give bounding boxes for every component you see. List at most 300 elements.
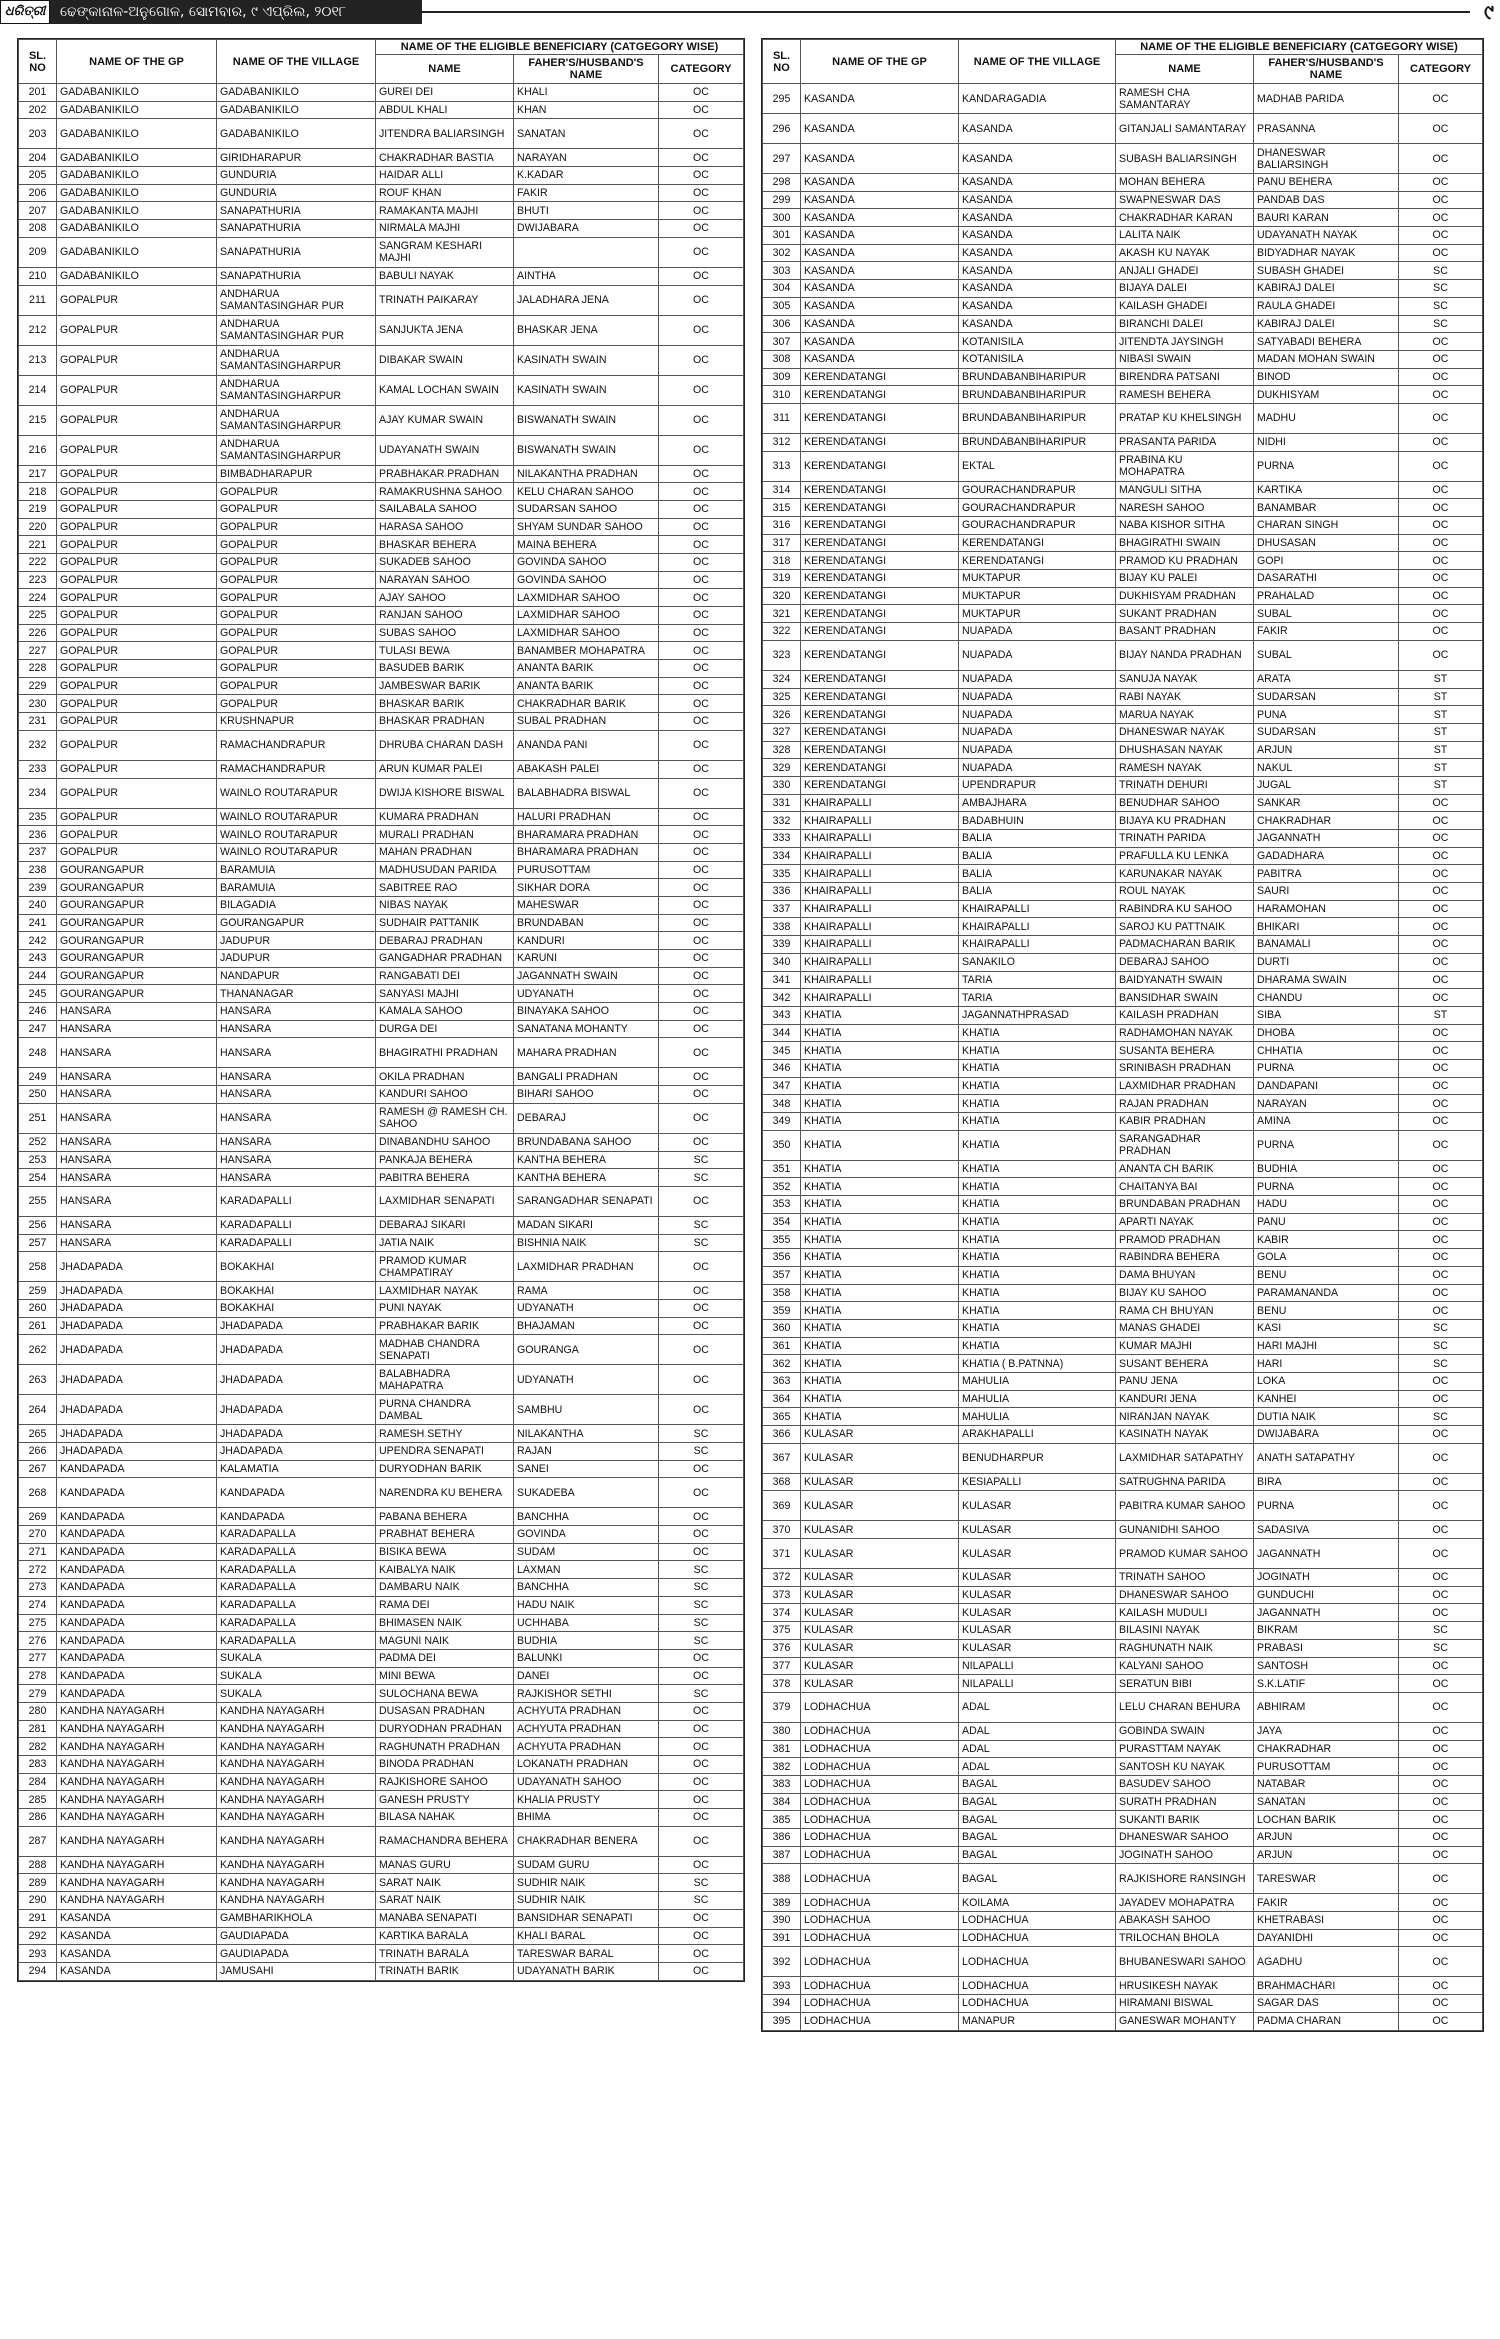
cell-sl-no: 326 bbox=[763, 706, 801, 724]
cell-category: OC bbox=[1399, 640, 1483, 670]
cell-category: SC bbox=[659, 1596, 744, 1614]
table-row bbox=[19, 624, 744, 642]
cell-father-name: DUTIA NAIK bbox=[1254, 1408, 1399, 1426]
cell-name: BRUNDABAN PRADHAN bbox=[1116, 1196, 1254, 1214]
cell-gp: GOPALPUR bbox=[57, 826, 217, 844]
cell-gp: KASANDA bbox=[801, 84, 959, 114]
cell-father-name: BHIMA bbox=[514, 1809, 659, 1827]
cell-village: NUAPADA bbox=[959, 741, 1116, 759]
cell-gp: HANSARA bbox=[57, 1103, 217, 1133]
cell-category: SC bbox=[1399, 1408, 1483, 1426]
cell-category: OC bbox=[659, 536, 744, 554]
cell-category: OC bbox=[659, 1927, 744, 1945]
cell-father-name: DWIJABARA bbox=[514, 220, 659, 238]
cell-category: OC bbox=[1399, 534, 1483, 552]
cell-father-name: LAXMAN bbox=[514, 1561, 659, 1579]
cell-sl-no: 266 bbox=[19, 1443, 57, 1461]
table-row bbox=[19, 1234, 744, 1252]
cell-category: OC bbox=[1399, 209, 1483, 227]
cell-category: OC bbox=[659, 237, 744, 267]
cell-name: DIBAKAR SWAIN bbox=[376, 345, 514, 375]
cell-name: TRINATH BARIK bbox=[376, 1962, 514, 1980]
table-row bbox=[19, 967, 744, 985]
cell-name: SANTOSH KU NAYAK bbox=[1116, 1758, 1254, 1776]
header-gp: NAME OF THE GP bbox=[57, 40, 217, 84]
cell-name: LAXMIDHAR SENAPATI bbox=[376, 1186, 514, 1216]
cell-category: OC bbox=[659, 1003, 744, 1021]
cell-category: OC bbox=[1399, 1302, 1483, 1320]
cell-sl-no: 307 bbox=[763, 333, 801, 351]
cell-father-name: ABAKASH PALEI bbox=[514, 760, 659, 778]
cell-father-name: MADAN SIKARI bbox=[514, 1216, 659, 1234]
cell-father-name: PURNA bbox=[1254, 1059, 1399, 1077]
table-row bbox=[19, 1561, 744, 1579]
table-row bbox=[19, 518, 744, 536]
cell-sl-no: 209 bbox=[19, 237, 57, 267]
cell-category: OC bbox=[1399, 481, 1483, 499]
cell-father-name: SATYABADI BEHERA bbox=[1254, 333, 1399, 351]
cell-category: OC bbox=[1399, 552, 1483, 570]
cell-category: OC bbox=[659, 1543, 744, 1561]
table-row bbox=[763, 1912, 1483, 1930]
cell-village: BAGAL bbox=[959, 1793, 1116, 1811]
cell-name: BASANT PRADHAN bbox=[1116, 623, 1254, 641]
cell-name: NIRMALA MAJHI bbox=[376, 220, 514, 238]
cell-father-name: LOKA bbox=[1254, 1372, 1399, 1390]
cell-sl-no: 239 bbox=[19, 879, 57, 897]
cell-category: ST bbox=[1399, 759, 1483, 777]
cell-category: OC bbox=[1399, 1266, 1483, 1284]
cell-gp: KHAIRAPALLI bbox=[801, 953, 959, 971]
cell-category: OC bbox=[659, 1186, 744, 1216]
cell-name: KUMAR MAJHI bbox=[1116, 1337, 1254, 1355]
cell-name: BISIKA BEWA bbox=[376, 1543, 514, 1561]
cell-village: ANDHARUA SAMANTASINGHARPUR bbox=[217, 405, 376, 435]
cell-father-name: ACHYUTA PRADHAN bbox=[514, 1720, 659, 1738]
cell-gp: GADABANIKILO bbox=[57, 119, 217, 149]
cell-name: DHANESWAR SAHOO bbox=[1116, 1829, 1254, 1847]
cell-sl-no: 347 bbox=[763, 1077, 801, 1095]
cell-village: SANAPATHURIA bbox=[217, 237, 376, 267]
cell-category: OC bbox=[659, 985, 744, 1003]
table-row bbox=[19, 1133, 744, 1151]
cell-sl-no: 230 bbox=[19, 695, 57, 713]
table-row bbox=[19, 1856, 744, 1874]
table-row bbox=[19, 536, 744, 554]
cell-sl-no: 310 bbox=[763, 386, 801, 404]
cell-name: SARANGADHAR PRADHAN bbox=[1116, 1130, 1254, 1160]
cell-name: ARUN KUMAR PALEI bbox=[376, 760, 514, 778]
cell-category: OC bbox=[659, 315, 744, 345]
cell-name: NIBAS NAYAK bbox=[376, 896, 514, 914]
table-row bbox=[763, 1894, 1483, 1912]
cell-village: BAGAL bbox=[959, 1864, 1116, 1894]
cell-category: OC bbox=[659, 571, 744, 589]
cell-gp: KHATIA bbox=[801, 1178, 959, 1196]
header-village: NAME OF THE VILLAGE bbox=[217, 40, 376, 84]
cell-name: RAMESH CHA SAMANTARAY bbox=[1116, 84, 1254, 114]
cell-sl-no: 261 bbox=[19, 1317, 57, 1335]
cell-sl-no: 254 bbox=[19, 1169, 57, 1187]
cell-name: AJAY KUMAR SWAIN bbox=[376, 405, 514, 435]
table-row bbox=[763, 244, 1483, 262]
cell-name: GANESH PRUSTY bbox=[376, 1791, 514, 1809]
cell-name: BIJAY KU SAHOO bbox=[1116, 1284, 1254, 1302]
cell-sl-no: 376 bbox=[763, 1639, 801, 1657]
table-row bbox=[19, 1460, 744, 1478]
cell-gp: KASANDA bbox=[801, 280, 959, 298]
cell-gp: KERENDATANGI bbox=[801, 534, 959, 552]
table-row bbox=[763, 1622, 1483, 1640]
cell-village: GADABANIKILO bbox=[217, 84, 376, 102]
cell-father-name: TARESWAR bbox=[1254, 1864, 1399, 1894]
cell-village: BILAGADIA bbox=[217, 896, 376, 914]
table-row bbox=[763, 1249, 1483, 1267]
cell-sl-no: 351 bbox=[763, 1160, 801, 1178]
cell-gp: LODHACHUA bbox=[801, 1977, 959, 1995]
cell-sl-no: 391 bbox=[763, 1929, 801, 1947]
cell-village: KERENDATANGI bbox=[959, 552, 1116, 570]
cell-gp: LODHACHUA bbox=[801, 1811, 959, 1829]
table-row bbox=[763, 900, 1483, 918]
table-row bbox=[763, 297, 1483, 315]
header-name: NAME bbox=[1116, 55, 1254, 84]
cell-category: OC bbox=[1399, 1426, 1483, 1444]
cell-sl-no: 382 bbox=[763, 1758, 801, 1776]
cell-father-name: SANTOSH bbox=[1254, 1657, 1399, 1675]
cell-category: OC bbox=[1399, 605, 1483, 623]
cell-category: OC bbox=[659, 1809, 744, 1827]
cell-village: JHADAPADA bbox=[217, 1365, 376, 1395]
cell-sl-no: 255 bbox=[19, 1186, 57, 1216]
cell-gp: KULASAR bbox=[801, 1426, 959, 1444]
cell-village: BAGAL bbox=[959, 1829, 1116, 1847]
cell-name: SANUJA NAYAK bbox=[1116, 670, 1254, 688]
cell-father-name: JAGANNATH SWAIN bbox=[514, 967, 659, 985]
cell-village: BAGAL bbox=[959, 1846, 1116, 1864]
cell-sl-no: 226 bbox=[19, 624, 57, 642]
cell-sl-no: 287 bbox=[19, 1826, 57, 1856]
cell-name: PUNI NAYAK bbox=[376, 1299, 514, 1317]
table-row bbox=[763, 1213, 1483, 1231]
cell-name: SABITREE RAO bbox=[376, 879, 514, 897]
cell-name: KASINATH NAYAK bbox=[1116, 1426, 1254, 1444]
header-category: CATEGORY bbox=[659, 55, 744, 84]
table-row bbox=[19, 267, 744, 285]
cell-sl-no: 371 bbox=[763, 1539, 801, 1569]
cell-name: BIRANCHI DALEI bbox=[1116, 315, 1254, 333]
cell-gp: KHATIA bbox=[801, 1130, 959, 1160]
cell-gp: KHATIA bbox=[801, 1337, 959, 1355]
cell-sl-no: 227 bbox=[19, 642, 57, 660]
cell-category: OC bbox=[1399, 1775, 1483, 1793]
cell-sl-no: 317 bbox=[763, 534, 801, 552]
cell-name: DHUSHASAN NAYAK bbox=[1116, 741, 1254, 759]
table-row bbox=[763, 953, 1483, 971]
cell-village: MAHULIA bbox=[959, 1390, 1116, 1408]
table-row bbox=[19, 1826, 744, 1856]
table-row bbox=[19, 985, 744, 1003]
table-row bbox=[19, 1186, 744, 1216]
cell-gp: KERENDATANGI bbox=[801, 368, 959, 386]
cell-name: MURALI PRADHAN bbox=[376, 826, 514, 844]
cell-gp: KASANDA bbox=[801, 144, 959, 174]
cell-gp: KANDAPADA bbox=[57, 1460, 217, 1478]
cell-category: OC bbox=[1399, 1586, 1483, 1604]
cell-gp: KANDAPADA bbox=[57, 1649, 217, 1667]
cell-father-name: BAURI KARAN bbox=[1254, 209, 1399, 227]
cell-name: DHRUBA CHARAN DASH bbox=[376, 730, 514, 760]
cell-sl-no: 390 bbox=[763, 1912, 801, 1930]
cell-name: RABINDRA BEHERA bbox=[1116, 1249, 1254, 1267]
cell-gp: KANDAPADA bbox=[57, 1632, 217, 1650]
cell-category: ST bbox=[1399, 723, 1483, 741]
table-row bbox=[763, 1372, 1483, 1390]
cell-village: KANDHA NAYAGARH bbox=[217, 1874, 376, 1892]
cell-name: SULOCHANA BEWA bbox=[376, 1685, 514, 1703]
cell-name: SARAT NAIK bbox=[376, 1874, 514, 1892]
cell-father-name: NARAYAN bbox=[514, 149, 659, 167]
table-row bbox=[763, 1319, 1483, 1337]
cell-gp: LODHACHUA bbox=[801, 1758, 959, 1776]
table-row bbox=[763, 1793, 1483, 1811]
cell-gp: KHATIA bbox=[801, 1249, 959, 1267]
cell-father-name: SUDAM GURU bbox=[514, 1856, 659, 1874]
table-row bbox=[19, 1667, 744, 1685]
cell-name: DEBARAJ PRADHAN bbox=[376, 932, 514, 950]
cell-gp: LODHACHUA bbox=[801, 1995, 959, 2013]
table-row bbox=[19, 843, 744, 861]
header-name: NAME bbox=[376, 55, 514, 84]
cell-category: OC bbox=[1399, 1095, 1483, 1113]
cell-village: SANAPATHURIA bbox=[217, 202, 376, 220]
cell-sl-no: 233 bbox=[19, 760, 57, 778]
cell-gp: KHATIA bbox=[801, 1372, 959, 1390]
cell-category: ST bbox=[1399, 741, 1483, 759]
cell-sl-no: 224 bbox=[19, 589, 57, 607]
cell-sl-no: 211 bbox=[19, 285, 57, 315]
table-row bbox=[19, 1945, 744, 1963]
cell-father-name: MADHAB PARIDA bbox=[1254, 84, 1399, 114]
cell-father-name: LAXMIDHAR PRADHAN bbox=[514, 1252, 659, 1282]
cell-gp: KANDHA NAYAGARH bbox=[57, 1720, 217, 1738]
cell-category: OC bbox=[1399, 433, 1483, 451]
cell-father-name: SUBAL bbox=[1254, 640, 1399, 670]
cell-sl-no: 247 bbox=[19, 1020, 57, 1038]
cell-category: OC bbox=[1399, 499, 1483, 517]
cell-category: SC bbox=[659, 1443, 744, 1461]
cell-village: KARADAPALLI bbox=[217, 1216, 376, 1234]
cell-father-name: DAYANIDHI bbox=[1254, 1929, 1399, 1947]
cell-father-name: GUNDUCHI bbox=[1254, 1586, 1399, 1604]
cell-father-name: BRUNDABAN bbox=[514, 914, 659, 932]
table-row bbox=[763, 1864, 1483, 1894]
cell-category: OC bbox=[1399, 1024, 1483, 1042]
cell-gp: KULASAR bbox=[801, 1473, 959, 1491]
cell-category: OC bbox=[1399, 333, 1483, 351]
cell-gp: GADABANIKILO bbox=[57, 267, 217, 285]
cell-sl-no: 348 bbox=[763, 1095, 801, 1113]
cell-sl-no: 346 bbox=[763, 1059, 801, 1077]
cell-father-name: NATABAR bbox=[1254, 1775, 1399, 1793]
cell-gp: KANDAPADA bbox=[57, 1508, 217, 1526]
cell-category: OC bbox=[1399, 244, 1483, 262]
cell-village: KOTANISILA bbox=[959, 350, 1116, 368]
cell-gp: KASANDA bbox=[801, 244, 959, 262]
cell-sl-no: 324 bbox=[763, 670, 801, 688]
cell-father-name: RAJAN bbox=[514, 1443, 659, 1461]
table-row bbox=[19, 1809, 744, 1827]
cell-sl-no: 367 bbox=[763, 1443, 801, 1473]
cell-name: PABITRA KUMAR SAHOO bbox=[1116, 1491, 1254, 1521]
cell-father-name: GOURANGA bbox=[514, 1335, 659, 1365]
cell-gp: KASANDA bbox=[801, 209, 959, 227]
page-number: ୯ bbox=[1484, 0, 1494, 24]
cell-gp: HANSARA bbox=[57, 1068, 217, 1086]
cell-father-name: PANU BEHERA bbox=[1254, 174, 1399, 192]
cell-village: BALIA bbox=[959, 847, 1116, 865]
table-row bbox=[19, 660, 744, 678]
cell-village: KHATIA bbox=[959, 1302, 1116, 1320]
cell-gp: GOURANGAPUR bbox=[57, 985, 217, 1003]
cell-gp: KERENDATANGI bbox=[801, 688, 959, 706]
cell-sl-no: 225 bbox=[19, 607, 57, 625]
table-row bbox=[19, 405, 744, 435]
cell-gp: GOPALPUR bbox=[57, 518, 217, 536]
cell-gp: GOPALPUR bbox=[57, 285, 217, 315]
cell-father-name: SUDHIR NAIK bbox=[514, 1874, 659, 1892]
cell-father-name: CHAKRADHAR BENERA bbox=[514, 1826, 659, 1856]
cell-village: KANDHA NAYAGARH bbox=[217, 1773, 376, 1791]
cell-sl-no: 333 bbox=[763, 830, 801, 848]
cell-father-name: ARJUN bbox=[1254, 1846, 1399, 1864]
cell-sl-no: 204 bbox=[19, 149, 57, 167]
cell-father-name: SUBAL PRADHAN bbox=[514, 713, 659, 731]
table-row bbox=[19, 879, 744, 897]
cell-name: MARUA NAYAK bbox=[1116, 706, 1254, 724]
cell-village: WAINLO ROUTARAPUR bbox=[217, 808, 376, 826]
table-row bbox=[763, 433, 1483, 451]
cell-sl-no: 272 bbox=[19, 1561, 57, 1579]
cell-category: OC bbox=[659, 1068, 744, 1086]
table-row bbox=[763, 1675, 1483, 1693]
cell-sl-no: 284 bbox=[19, 1773, 57, 1791]
cell-village: GADABANIKILO bbox=[217, 119, 376, 149]
cell-sl-no: 328 bbox=[763, 741, 801, 759]
cell-sl-no: 241 bbox=[19, 914, 57, 932]
cell-sl-no: 372 bbox=[763, 1569, 801, 1587]
cell-village: BALIA bbox=[959, 883, 1116, 901]
table-row bbox=[19, 896, 744, 914]
cell-gp: JHADAPADA bbox=[57, 1317, 217, 1335]
cell-gp: LODHACHUA bbox=[801, 1929, 959, 1947]
cell-name: NABA KISHOR SITHA bbox=[1116, 517, 1254, 535]
cell-sl-no: 238 bbox=[19, 861, 57, 879]
cell-name: RANGABATI DEI bbox=[376, 967, 514, 985]
table-row bbox=[19, 500, 744, 518]
table-row bbox=[19, 1791, 744, 1809]
cell-village: KHATIA bbox=[959, 1266, 1116, 1284]
cell-name: TRINATH BARALA bbox=[376, 1945, 514, 1963]
cell-name: RADHAMOHAN NAYAK bbox=[1116, 1024, 1254, 1042]
cell-name: AKASH KU NAYAK bbox=[1116, 244, 1254, 262]
cell-name: BILASINI NAYAK bbox=[1116, 1622, 1254, 1640]
table-row bbox=[763, 481, 1483, 499]
cell-father-name: HALURI PRADHAN bbox=[514, 808, 659, 826]
table-body-left bbox=[19, 84, 744, 1981]
cell-village: HANSARA bbox=[217, 1151, 376, 1169]
cell-village: WAINLO ROUTARAPUR bbox=[217, 826, 376, 844]
cell-sl-no: 394 bbox=[763, 1995, 801, 2013]
cell-category: OC bbox=[659, 267, 744, 285]
cell-father-name: BIDYADHAR NAYAK bbox=[1254, 244, 1399, 262]
cell-category: OC bbox=[659, 660, 744, 678]
cell-village: KASANDA bbox=[959, 174, 1116, 192]
cell-sl-no: 263 bbox=[19, 1365, 57, 1395]
cell-name: LELU CHARAN BEHURA bbox=[1116, 1692, 1254, 1722]
cell-father-name: NARAYAN bbox=[1254, 1095, 1399, 1113]
cell-category: OC bbox=[659, 1133, 744, 1151]
cell-sl-no: 383 bbox=[763, 1775, 801, 1793]
cell-gp: KULASAR bbox=[801, 1622, 959, 1640]
cell-name: DHANESWAR SAHOO bbox=[1116, 1586, 1254, 1604]
table-row bbox=[763, 1266, 1483, 1284]
cell-village: KHAIRAPALLI bbox=[959, 936, 1116, 954]
cell-category: OC bbox=[659, 1299, 744, 1317]
table-row bbox=[19, 237, 744, 267]
cell-village: SUKALA bbox=[217, 1649, 376, 1667]
cell-category: OC bbox=[1399, 623, 1483, 641]
table-row bbox=[19, 167, 744, 185]
cell-village: GOPALPUR bbox=[217, 642, 376, 660]
cell-father-name: NILAKANTHA bbox=[514, 1425, 659, 1443]
cell-village: KHATIA bbox=[959, 1337, 1116, 1355]
cell-village: NUAPADA bbox=[959, 759, 1116, 777]
cell-category: OC bbox=[659, 607, 744, 625]
dateline: ଢେଙ୍କାନାଳ-ଅନୁଗୋଳ, ସୋମବାର, ୯ ଏପ୍ରିଲ, ୨୦୧୮ bbox=[50, 0, 422, 24]
cell-sl-no: 320 bbox=[763, 587, 801, 605]
cell-sl-no: 223 bbox=[19, 571, 57, 589]
cell-category: OC bbox=[659, 932, 744, 950]
cell-sl-no: 296 bbox=[763, 114, 801, 144]
table-row bbox=[763, 174, 1483, 192]
cell-father-name: BHASKAR JENA bbox=[514, 315, 659, 345]
cell-sl-no: 232 bbox=[19, 730, 57, 760]
cell-gp: KULASAR bbox=[801, 1675, 959, 1693]
cell-father-name: BALABHADRA BISWAL bbox=[514, 778, 659, 808]
cell-village: GOPALPUR bbox=[217, 483, 376, 501]
table-row bbox=[19, 1443, 744, 1461]
cell-gp: KERENDATANGI bbox=[801, 451, 959, 481]
cell-category: OC bbox=[1399, 1811, 1483, 1829]
cell-village: SUKALA bbox=[217, 1685, 376, 1703]
cell-category: SC bbox=[1399, 1355, 1483, 1373]
beneficiary-table-left bbox=[17, 38, 745, 1982]
cell-sl-no: 220 bbox=[19, 518, 57, 536]
cell-village: BARAMUIA bbox=[217, 879, 376, 897]
cell-gp: HANSARA bbox=[57, 1133, 217, 1151]
cell-gp: KANDAPADA bbox=[57, 1478, 217, 1508]
cell-gp: KHAIRAPALLI bbox=[801, 989, 959, 1007]
cell-name: SRINIBASH PRADHAN bbox=[1116, 1059, 1254, 1077]
table-row bbox=[19, 1702, 744, 1720]
cell-gp: HANSARA bbox=[57, 1169, 217, 1187]
table-row bbox=[19, 826, 744, 844]
cell-village: LODHACHUA bbox=[959, 1912, 1116, 1930]
cell-category: OC bbox=[1399, 1740, 1483, 1758]
cell-village: JHADAPADA bbox=[217, 1335, 376, 1365]
table-row bbox=[763, 1130, 1483, 1160]
